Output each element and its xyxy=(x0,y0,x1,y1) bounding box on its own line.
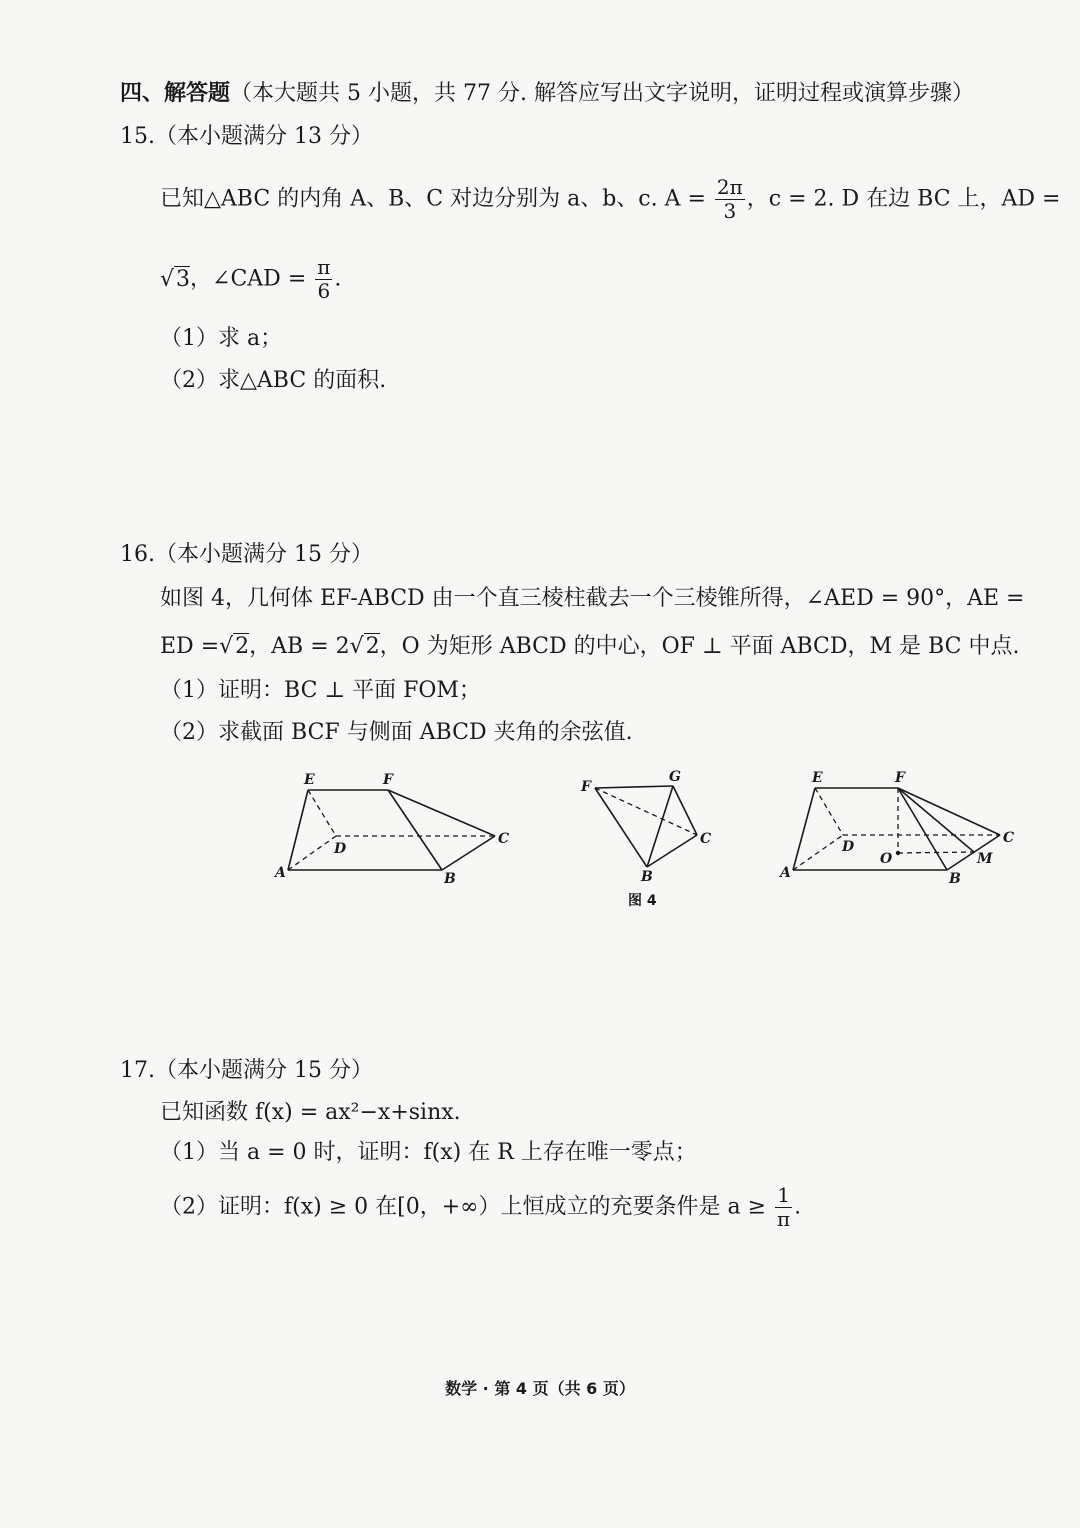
fraction-den: 6 xyxy=(317,279,331,303)
sqrt-radicand: 3 xyxy=(176,266,191,292)
q15-text-a: 已知△ABC 的内角 A、B、C 对边分别为 a、b、c. A = xyxy=(160,186,706,212)
q16-part2: （2）求截面 BCF 与侧面 ABCD 夹角的余弦值. xyxy=(160,720,633,745)
label-C: C xyxy=(1003,830,1015,846)
fraction-den: π xyxy=(777,1207,791,1231)
q17-line1: 已知函数 f(x) = ax²−x+sinx. xyxy=(160,1100,461,1125)
q15-text-c: ，∠CAD = xyxy=(190,266,307,292)
label-M: M xyxy=(977,851,993,867)
label-F: F xyxy=(383,772,393,788)
section-desc: （本大题共 5 小题，共 77 分. 解答应写出文字说明，证明过程或演算步骤） xyxy=(230,81,974,106)
label-F: F xyxy=(581,779,591,795)
sqrt-radicand: 2 xyxy=(365,634,380,659)
label-A: A xyxy=(780,865,791,881)
figure-prism xyxy=(270,765,520,885)
label-A: A xyxy=(275,865,286,881)
label-D: D xyxy=(334,841,347,857)
label-D: D xyxy=(842,839,855,855)
point-O xyxy=(896,851,900,855)
figure-pyramid xyxy=(575,765,725,885)
label-B: B xyxy=(949,871,961,885)
sqrt-symbol: √2 xyxy=(349,634,380,659)
figure-solid xyxy=(775,765,1025,885)
q16-part1: （1）证明：BC ⊥ 平面 FOM； xyxy=(160,678,481,703)
q16-heading: 16.（本小题满分 15 分） xyxy=(120,542,373,567)
label-B: B xyxy=(444,871,456,885)
fraction-num: π xyxy=(317,255,331,279)
q17-part1: （1）当 a = 0 时，证明：f(x) 在 R 上存在唯一零点； xyxy=(160,1140,697,1165)
q15-heading: 15.（本小题满分 13 分） xyxy=(120,124,373,149)
label-E: E xyxy=(304,772,315,788)
q15-line1 xyxy=(160,176,1061,223)
q16-text-c: ，O 为矩形 ABCD 的中心，OF ⊥ 平面 ABCD，M 是 BC 中点. xyxy=(379,634,1020,659)
q15-part1: （1）求 a； xyxy=(160,326,283,351)
label-B: B xyxy=(641,869,653,885)
fraction-A xyxy=(715,176,745,223)
fraction-CAD xyxy=(315,256,332,303)
section-header xyxy=(120,80,974,107)
q15-part2: （2）求△ABC 的面积. xyxy=(160,368,387,393)
q17-text-a: （2）证明：f(x) ≥ 0 在[0，+∞）上恒成立的充要条件是 a ≥ xyxy=(160,1194,767,1220)
section-label: 四、解答题 xyxy=(120,80,231,106)
fraction-num: 1 xyxy=(775,1184,792,1208)
sqrt-symbol: √2 xyxy=(219,634,250,659)
figure-caption: 图 4 xyxy=(628,893,657,909)
q16-text-a: ED = xyxy=(160,634,220,659)
q17-heading: 17.（本小题满分 15 分） xyxy=(120,1058,373,1083)
fraction-den: 3 xyxy=(723,199,737,223)
q16-text-b: ，AB = 2 xyxy=(249,634,350,659)
q17-part2 xyxy=(160,1184,801,1231)
q16-line1: 如图 4，几何体 EF-ABCD 由一个直三棱柱截去一个三棱锥所得，∠AED = 90°，AE = xyxy=(160,586,1025,611)
q16-line2 xyxy=(160,634,1019,660)
label-C: C xyxy=(498,831,510,847)
sqrt-radicand: 2 xyxy=(235,634,250,659)
q15-line2 xyxy=(160,256,341,303)
label-O: O xyxy=(880,851,893,867)
q17-period: . xyxy=(794,1194,802,1220)
label-F: F xyxy=(895,770,905,786)
label-C: C xyxy=(700,831,712,847)
fraction-num: 2π xyxy=(716,175,743,199)
label-G: G xyxy=(669,769,681,785)
page-footer: 数学 · 第 4 页（共 6 页） xyxy=(445,1379,635,1398)
fraction-1-pi xyxy=(775,1184,792,1231)
sqrt-symbol: √3 xyxy=(160,266,191,292)
q15-text-b: ，c = 2. D 在边 BC 上，AD = xyxy=(746,186,1061,212)
label-E: E xyxy=(812,770,823,786)
q15-period: . xyxy=(334,266,342,292)
